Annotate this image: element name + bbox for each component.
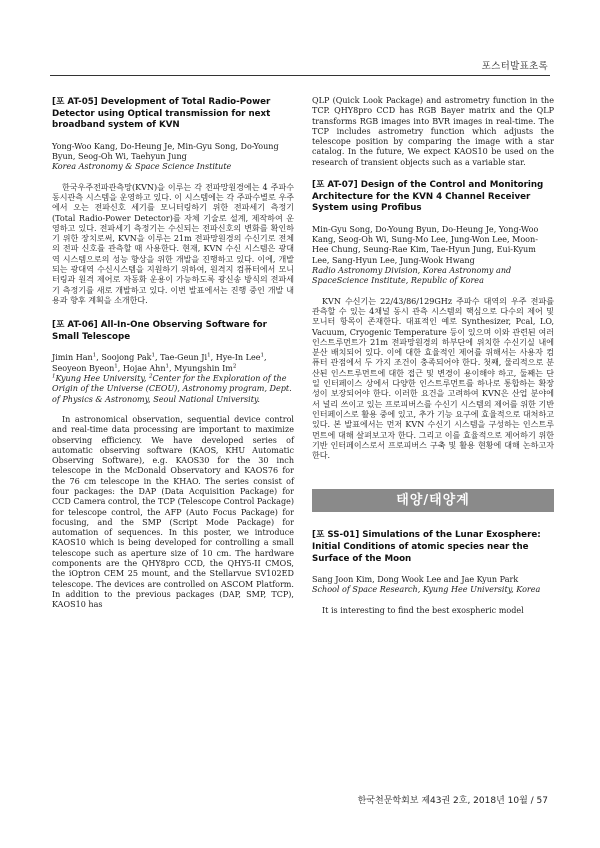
abstract-authors: Jimin Han$^1$, Soojong Pak$^1$, Tae-Geun Ji$^1$, Hye-In Lee$^1$, Seoyeon Byeon$^1$, Hojae Ahn$^1$, Myungshin Im$^2$ xyxy=(52,352,267,373)
abstract-authors: Sang Joon Kim, Dong Wook Lee and Jae Kyun Park xyxy=(312,575,519,585)
abstract-at05 xyxy=(52,97,294,306)
abstract-body-continued: QLP (Quick Look Package) and astrometry function in the TCP. QHY8pro CCD has RGB Bayer matrix and the QLP transforms RGB images into BVR images in real-time. The TCP includes astrometry function which adjusts the telescope position by comparing the image with a star catalog. In the future, We expect KAOS10 be used on the research of transient objects such as a variable star. xyxy=(312,96,554,167)
abstract-at06 xyxy=(52,320,294,610)
abstract-affiliation: $^1$Kyung Hee University, $^2$Center for the Exploration of the Origin of the Universe (CEOU), Astronomy program, Dept. of Physics & Astronomy, Seoul National University. xyxy=(52,373,292,404)
abstract-body: In astronomical observation, sequential device control and real-time data processing are important to maximize observing efficiency. We have developed series of automatic observing software (KAOS, KHU Automatic Observing Software), e.g. KAOS30 for the 30 inch telescope in the McDonald Observatory and KAOS76 for the 76 cm telescope in the KHAO. The series consist of four packages: the DAP (Data Acquisition Package) for CCD Camera control, the TCP (Telescope Control Package) for telescope control, the AFP (Auto Focus Package) for focusing, and the SMP (Script Mode Package) for automation of sequences. In this poster, we introduce KAOS10 which is being developed for controlling a small telescope such as aperture size of 10 cm. The hardware components are the QHY8pro CCD, the QHY5-II CMOS, the iOptron CEM 25 mount, and the Stellarvue SV102ED telescope. The devices are controlled on ASCOM Platform. In addition to the previous packages (DAP, SMP, TCP), KAOS10 has xyxy=(52,414,294,610)
abstract-affiliation: School of Space Research, Kyung Hee University, Korea xyxy=(312,585,541,595)
abstract-title: [포 SS-01] Simulations of the Lunar Exosphere: Initial Conditions of atomic species near the Surface of the Moon xyxy=(312,530,541,564)
abstract-title: [포 AT-06] All-In-One Observing Software for Small Telescope xyxy=(52,320,267,342)
abstract-title: [포 AT-07] Design of the Control and Monitoring Architecture for the KVN 4 Channel Receiver System using Profibus xyxy=(312,180,544,214)
section-heading: 태양/태양계 xyxy=(312,489,554,512)
abstract-body: 한국우주전파관측망(KVN)을 이루는 각 전파망원경에는 4 주파수 동시관측 시스템을 운영하고 있다. 이 시스템에는 각 주파수별로 우주에서 오는 전파신호 세기를 모니터링하기 위한 전파세기 측정기(Total Radio-Power Detector)를 자체 기술로 설계, 제작하여 운영하고 있다. 전파세기 측정기는 수신되는 전파신호의 변화를 확인하기 위한 장치로써, KVN을 이루는 21m 전파망원경의 수신기로 전체의 전파 신호를 관측할 때 사용한다. 현재, KVN 수신 시스템은 광대역 시스템으로의 성능 향상을 위한 개발을 진행하고 있다. 이에, 개발되는 광대역 수신시스템을 지원하기 위하여, 원격지 컴퓨터에서 모니터링과 원격 제어로 자동화 운용이 가능하도록 광신송 방식의 전파세기 측정기를 새로 개발하고 있다. 이번 발표에서는 진행 중인 개발 내용과 향후 계획을 소개한다. xyxy=(52,182,294,305)
abstract-title: [포 AT-05] Development of Total Radio-Power Detector using Optical transmission for next broadband system of KVN xyxy=(52,97,271,131)
abstract-affiliation: Radio Astronomy Division, Korea Astronomy and SpaceScience Institute, Republic of Korea xyxy=(312,266,512,286)
abstract-body: It is interesting to find the best exospheric model xyxy=(322,605,524,615)
abstract-body: KVN 수신기는 22/43/86/129GHz 주파수 대역의 우주 전파를 관측할 수 있는 4채널 동시 관측 시스템의 핵심으로 다수의 제어 및 모니터 항목이 존재한다. 대표적인 예로 Synthesizer, Pcal, LO, Vacuum, Cryogenic Temperature 등이 있으며 이와 관련된 여러 인스트루먼트가 21m 전파망원경의 하부단에 위치한 수신기실 내에 분산 배치되어 있다. 이에 대한 효율적인 제어를 위해서는 사용자 컴퓨터 관점에서 두 가지 조건이 충족되어야 한다. 첫째, 물리적으로 분산된 인스트루먼트에 대한 접근 및 변경이 용이해야 하고, 둘째는 단일 인터페이스 상에서 다양한 인스트루먼트를 하나로 통합하는 확장성이 보장되어야 한다. 이러한 요건을 고려하여 KVN은 산업 분야에서 널리 쓰이고 있는 프로피버스를 수신기 시스템의 제어를 위한 기반 인터페이스로 활용 중에 있고, 추가 기능 요구에 효율적으로 대처하고 있다. 본 발표에서는 먼저 KVN 수신기 시스템을 구성하는 인스트루먼트에 대해 살펴보고자 한다. 그리고 이를 효율적으로 제어하기 위한 기반 인터페이스로서 프로피버스 구축 및 활용 현황에 대해 논하고자 한다. xyxy=(312,296,554,461)
abstract-ss01 xyxy=(312,530,554,616)
running-header: 포스터발표초록 xyxy=(481,61,548,72)
header-divider xyxy=(50,75,550,76)
left-column xyxy=(52,97,294,625)
right-column xyxy=(312,96,554,630)
abstract-affiliation: Korea Astronomy & Space Science Institute xyxy=(52,162,232,172)
page-footer: 한국천문학회보 제43권 2호, 2018년 10월 / 57 xyxy=(357,796,548,806)
abstract-authors: Min-Gyu Song, Do-Young Byun, Do-Heung Je, Yong-Woo Kang, Seog-Oh Wi, Sung-Mo Lee, Jung-Won Lee, Moon-Hee Chung, Seung-Rae Kim, Tae-Hyun Jung, Eui-Kyum Lee, Sang-Hyun Lee, Jung-Wook Hwang xyxy=(312,224,539,265)
abstract-at07 xyxy=(312,180,554,461)
abstract-authors: Yong-Woo Kang, Do-Heung Je, Min-Gyu Song, Do-Young Byun, Seog-Oh Wi, Taehyun Jung xyxy=(52,141,279,162)
